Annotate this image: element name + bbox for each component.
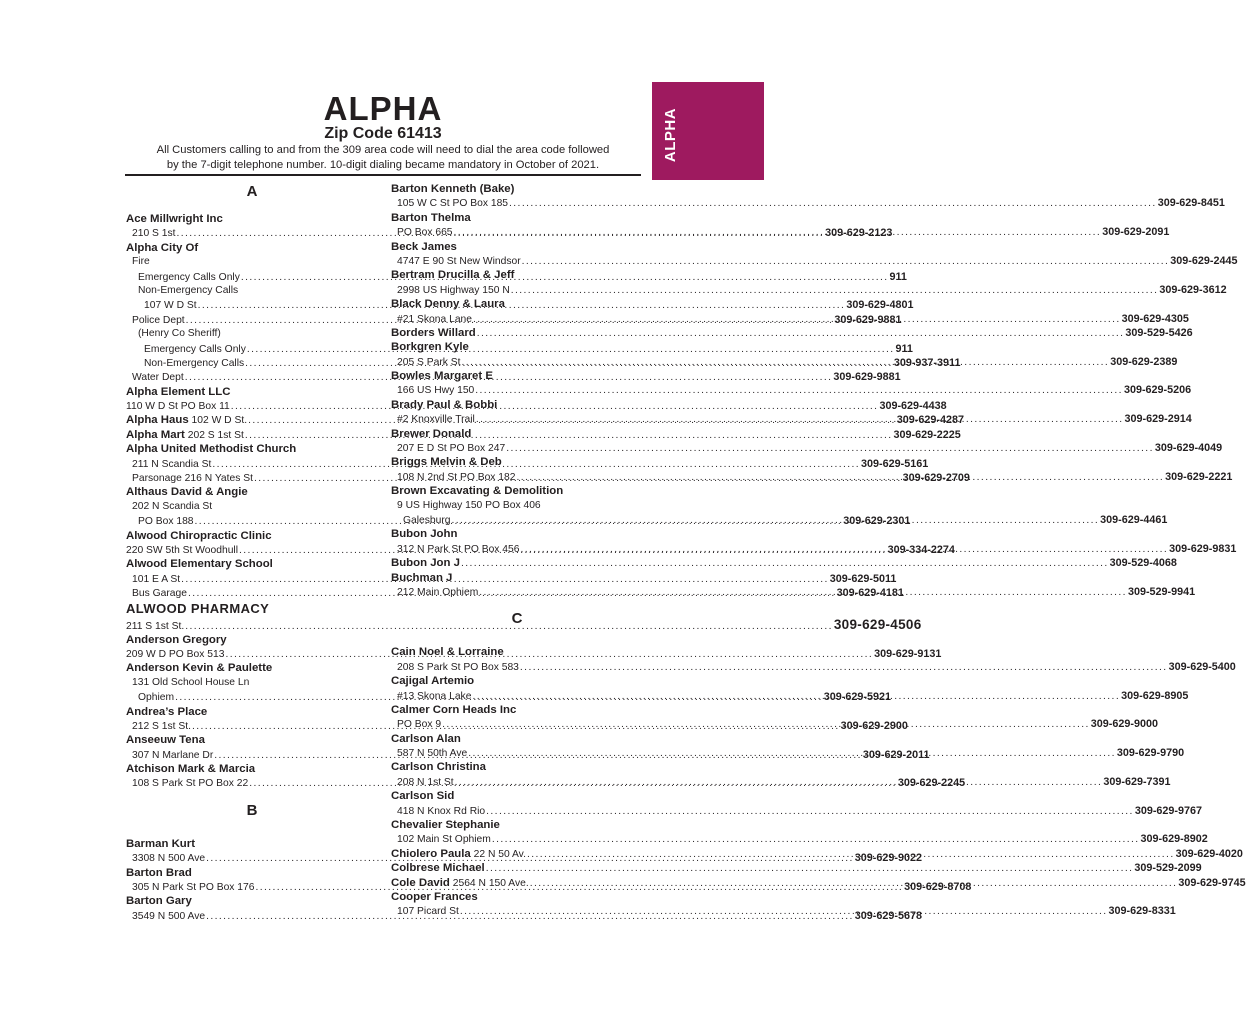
listing-name: Barton Thelma: [391, 211, 471, 224]
listing-name: Alpha Haus: [126, 414, 189, 427]
phone-number: 911: [895, 342, 913, 355]
listing-name: Colbrese Michael: [391, 862, 485, 875]
listing-address: 209 W D PO Box 513: [126, 648, 225, 660]
listing-name: Briggs Melvin & Deb: [391, 456, 502, 469]
listing: [391, 556, 1177, 570]
listing-address: 108 S Park St PO Box 22: [132, 778, 249, 790]
listing: [391, 182, 1225, 211]
listing-address: 312 N Park St PO Box 456: [397, 543, 520, 555]
listing-address: PO Box 188: [138, 516, 194, 528]
phone-number: 309-629-2123: [825, 227, 893, 240]
listing-address: 2998 US Highway 150 N: [397, 284, 510, 296]
listing-name: Anderson Gregory: [126, 633, 227, 646]
phone-number: 309-629-2445: [1170, 254, 1238, 267]
listing-name: Alpha United Methodist Church: [126, 443, 297, 456]
listing-address: Non-Emergency Calls: [144, 357, 245, 369]
phone-number: 309-629-5921: [823, 691, 891, 704]
listing-name: Alpha Element LLC: [126, 385, 231, 398]
section-tab-label: ALPHA: [661, 107, 679, 163]
listing-name: Brown Excavating & Demolition: [391, 485, 564, 498]
phone-number: 309-629-2301: [843, 515, 911, 528]
listing-line: [126, 284, 378, 298]
zip-code: Zip Code 61413: [324, 125, 442, 142]
section-letter-a: A: [246, 183, 258, 200]
phone-number: 309-629-4438: [879, 400, 947, 413]
phone-number: 309-529-9941: [1127, 585, 1196, 598]
listing: [126, 600, 922, 633]
phone-number: 309-629-3612: [1159, 283, 1227, 296]
phone-number: 309-629-2389: [1110, 355, 1178, 368]
listing-address: #2 Knoxville Trail: [397, 414, 475, 426]
listing-name: Barton Kenneth (Bake): [391, 183, 515, 195]
listing-name: Beck James: [391, 240, 457, 253]
listing-address: 4747 E 90 St New Windsor: [397, 255, 521, 267]
listing-line: [391, 660, 1236, 674]
listing-name: Alpha Mart: [126, 428, 185, 441]
listing-address: #21 Skona Lane: [397, 313, 473, 325]
listing-name: Ace Millwright Inc: [126, 213, 223, 225]
phone-number: 309-629-9000: [1090, 718, 1158, 731]
listing: [391, 818, 1208, 847]
listing-name: ALWOOD PHARMACY: [126, 600, 270, 616]
listing-name: Calmer Corn Heads Inc: [391, 703, 517, 716]
listing-name: Barman Kurt: [126, 837, 195, 850]
listing-name: Brady Paul & Bobbi: [391, 398, 498, 411]
listing-line: [126, 327, 378, 341]
listing-name: Carlson Alan: [391, 732, 461, 745]
listing-department: (Henry Co Sheriff): [138, 328, 221, 340]
listing-address: Ophiem: [138, 692, 175, 704]
listing-address: Emergency Calls Only: [138, 271, 240, 283]
listing-name: Bubon John: [391, 528, 458, 541]
listing-address: 108 N 2nd St PO Box 182: [397, 471, 516, 483]
phone-number: 309-629-2221: [1165, 470, 1233, 483]
phone-number: 309-629-9745: [1178, 876, 1246, 889]
listing-address: Bus Garage: [132, 588, 187, 600]
listing: [391, 789, 1203, 818]
phone-number: 309-629-5678: [854, 909, 922, 922]
listing: [391, 240, 1238, 269]
listing-address: 212 Main Ophiem: [397, 586, 479, 598]
phone-number: 309-629-8902: [1140, 833, 1208, 846]
listing-name: Bubon Jon J: [391, 557, 460, 570]
listing-name: Alpha City Of: [126, 241, 199, 254]
listing-line: [391, 283, 1227, 297]
listing-address: 307 N Marlane Dr: [132, 749, 214, 761]
listing-address: 107 Picard St: [397, 906, 459, 918]
phone-number: 309-629-2900: [840, 719, 908, 732]
listing-address: 102 Main St Ophiem: [397, 834, 491, 846]
listing-name: Black Denny & Laura: [391, 298, 505, 311]
listing-address: 131 Old School House Ln: [132, 676, 250, 688]
listing-address: PO Box 9: [397, 719, 442, 731]
phone-number: 309-629-7391: [1103, 775, 1171, 788]
listing-address: 211 S 1st St.: [126, 620, 185, 632]
listing-line: [391, 441, 1223, 455]
listing-line: [126, 500, 378, 514]
listing-address: Emergency Calls Only: [144, 343, 246, 355]
listing-address: 208 S Park St PO Box 583: [397, 661, 519, 673]
phone-number: 309-937-3911: [893, 356, 961, 369]
listing-address: 2564 N 150 Ave.: [452, 877, 529, 889]
phone-number: 309-629-4506: [833, 616, 922, 632]
phone-number: 911: [889, 270, 907, 283]
listing-line: [391, 832, 1208, 846]
phone-number: 309-629-9022: [854, 852, 922, 865]
listing-name: Bowles Margaret E: [391, 370, 493, 383]
listing-address: 205 S Park St: [397, 356, 461, 368]
listing-name: Carlson Christina: [391, 761, 486, 774]
phone-number: 309-629-9881: [833, 371, 901, 384]
listing-name: Alwood Chiropractic Clinic: [126, 529, 272, 542]
listing-line: [391, 196, 1225, 210]
listing-department: Fire: [132, 256, 150, 268]
listing-address: 107 W D St: [144, 300, 197, 312]
phone-number: 309-629-2245: [897, 777, 966, 790]
listing-name: Chiolero Paula: [391, 847, 471, 860]
phone-number: 309-629-8451: [1157, 197, 1225, 210]
phone-number: 309-529-4068: [1109, 557, 1177, 570]
phone-number: 309-629-4181: [836, 587, 904, 600]
listing-address: 208 N 1st St: [397, 776, 454, 788]
listing-name: Barton Brad: [126, 866, 192, 879]
listing-address: 207 E D St PO Box 247: [397, 443, 506, 455]
listing-name: Borkgren Kyle: [391, 341, 469, 354]
listing-name: Chevalier Stephanie: [391, 819, 500, 832]
notice-line-1: All Customers calling to and from the 309 area code will need to dial the area code followed: [156, 144, 610, 156]
listing-address: 210 S 1st: [132, 228, 176, 240]
listing-address: Galesburg: [403, 514, 451, 526]
listing-address: 211 N Scandia St: [132, 458, 212, 470]
listing-address: 22 N 50 Av.: [473, 848, 526, 860]
phone-number: 309-629-2914: [1124, 413, 1192, 426]
listing-line: [391, 499, 643, 513]
phone-number: 309-629-2225: [893, 428, 961, 441]
phone-number: 309-629-9131: [874, 647, 942, 660]
listing-address: 587 N 50th Ave: [397, 748, 468, 760]
phone-number: 309-629-4049: [1154, 442, 1223, 455]
listing-address: Non-Emergency Calls: [138, 284, 239, 296]
phone-number: 309-529-2099: [1134, 862, 1202, 875]
listing-address: PO Box 665: [397, 227, 453, 239]
phone-number: 309-629-9767: [1134, 804, 1203, 817]
listing-line: [391, 383, 1192, 397]
listing-address: 9 US Highway 150 PO Box 406: [397, 499, 541, 511]
notice-line-2: by the 7-digit telephone number. 10-digit dialing became mandatory in October of 2021.: [166, 158, 600, 171]
phone-number: 309-629-9831: [1169, 542, 1237, 555]
listing-name: Andrea’s Place: [126, 705, 208, 718]
section-letter-c: C: [511, 610, 523, 628]
phone-number: 309-529-5426: [1125, 326, 1193, 339]
listing-address: 220 SW 5th St Woodhull: [126, 544, 238, 556]
listing-address: #13 Skona Lake: [397, 690, 472, 702]
listing-name: Bertram Drucilla & Jeff: [391, 269, 515, 282]
listing-address: 305 N Park St PO Box 176: [132, 882, 255, 894]
listing-address: 202 N Scandia St: [132, 500, 213, 512]
listing-address: 418 N Knox Rd Rio: [397, 805, 486, 817]
phone-number: 309-629-5161: [861, 457, 929, 470]
phone-number: 309-629-4020: [1175, 847, 1243, 860]
listing-address: 110 W D St PO Box 11: [126, 401, 230, 413]
listing-address: 3549 N 500 Ave: [132, 910, 206, 922]
phone-number: 309-629-9790: [1116, 747, 1185, 760]
listing-address: Parsonage 216 N Yates St: [132, 473, 253, 485]
phone-number: 309-629-8331: [1108, 905, 1176, 918]
listing-name: Barton Gary: [126, 895, 192, 908]
phone-number: 309-629-2091: [1102, 226, 1170, 239]
listing-name: Carlson Sid: [391, 790, 455, 803]
listing-line: [391, 804, 1203, 818]
listing-address: 105 W C St PO Box 185: [397, 198, 509, 210]
listing-name: Althaus David & Angie: [126, 486, 248, 499]
phone-number: 309-629-4305: [1121, 312, 1189, 325]
listing-name: Atchison Mark & Marcia: [126, 763, 256, 776]
listing-name: Brewer Donald: [391, 427, 472, 440]
listing-name: Anseeuw Tena: [126, 734, 205, 747]
page-title: ALPHA: [323, 90, 443, 127]
listing-department: Police Dept: [132, 314, 185, 326]
dialing-notice: [125, 143, 641, 172]
phone-number: 309-629-4461: [1100, 513, 1168, 526]
phone-number: 309-629-2709: [902, 472, 970, 485]
listing-name: Anderson Kevin & Paulette: [126, 662, 273, 675]
listing-address: 166 US Hwy 150: [397, 385, 475, 397]
listing-address: 202 S 1st St: [187, 429, 244, 441]
phone-number: 309-334-2274: [887, 543, 955, 556]
phone-number: 309-629-4287: [896, 414, 964, 427]
listing-line: [126, 676, 378, 690]
phone-number: 309-629-5206: [1123, 384, 1192, 397]
listing-name: Cooper Frances: [391, 890, 478, 903]
listing: [391, 861, 1202, 875]
listing-department: Water Dept: [132, 372, 184, 384]
listing-name: Cole David: [391, 876, 450, 889]
listing-line: [126, 255, 378, 269]
phone-number: 309-629-2011: [862, 748, 930, 761]
listing-line: [391, 254, 1238, 268]
header-rule: [125, 174, 641, 176]
phone-number: 309-629-5400: [1168, 660, 1236, 673]
listing-line: [126, 616, 922, 633]
phone-number: 309-629-8708: [904, 881, 972, 894]
phone-number: 309-629-4801: [846, 299, 914, 312]
phone-number: 309-629-5011: [829, 572, 897, 585]
listing-name: Cain Noel & Lorraine: [391, 646, 504, 659]
listing-address: 101 E A St: [132, 573, 181, 585]
listing-name: Cajigal Artemio: [391, 675, 475, 688]
section-letter-b: B: [246, 801, 258, 819]
listing-address: 102 W D St.: [191, 415, 248, 427]
listing-name: Buchman J: [391, 571, 453, 584]
listing-address: 3308 N 500 Ave: [132, 853, 206, 865]
phone-number: 309-629-8905: [1121, 689, 1189, 702]
phone-number: 309-629-9881: [834, 313, 902, 326]
listing-name: Borders Willard: [391, 326, 476, 339]
listing-name: Alwood Elementary School: [126, 558, 273, 571]
listing: [391, 326, 1193, 340]
listing-address: 212 S 1st St.: [132, 720, 191, 732]
